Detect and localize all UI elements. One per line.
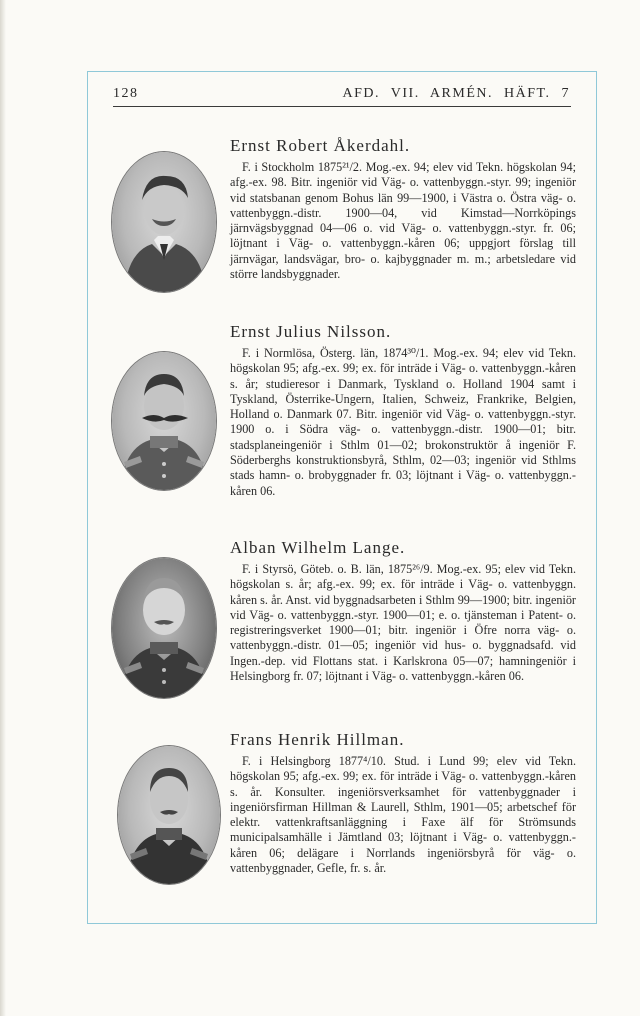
page-number: 128 bbox=[113, 86, 139, 101]
entry-name: Ernst Robert Åkerdahl. bbox=[230, 136, 411, 155]
entry-name: Alban Wilhelm Lange. bbox=[230, 538, 406, 557]
entry-biography: F. i Helsingborg 1877⁴/10. Stud. i Lund 99; elev vid Tekn. högskolan 95; afg.-ex. 99; ex. för inträde i Väg- o. vattenbyggn.-kåren s. år. Konsulter. ingeniörsverksamhet för vattenbyggnader i ingeniörsfirman Hillman & Laurell, Sthlm, 1901—05; arbetschef för elektr. vattenkraftsanläggning i Faxe älf för Strömsunds municipalsamhälle i Jämtland 03; löjtnant i Väg- o. vattenbyggn.-kåren 06; delägare i Norrlands ingeniörsbyrå för väg- o. vattenbyggnader, Gefle, fr. s. år. bbox=[230, 754, 576, 876]
entry-name: Ernst Julius Nilsson. bbox=[230, 322, 392, 341]
portrait-photo bbox=[112, 152, 216, 292]
portrait-photo bbox=[118, 746, 220, 884]
header-rule bbox=[113, 106, 571, 107]
running-title: AFD. VII. ARMÉN. HÄFT. 7 bbox=[342, 86, 570, 101]
page-edge bbox=[0, 0, 6, 1016]
entry-biography: F. i Stockholm 1875²¹/2. Mog.-ex. 94; elev vid Tekn. högskolan 94; afg.-ex. 98. Bitr. ingeniör vid Väg- o. vattenbyggn.-styr. 99; ingeniör vid statsbanan genom Bohus län 99—1900, i Västra o. Östra väg- o. vattenbyggn.-distr. 1900—04, vid Kimstad—Norrköpings järnvägsbyggnad 04—06 o. vid Väg- o. vattenbyggn.-styr. fr. 06; löjtnant i Väg- o. vattenbyggn.-kåren 06; uppgjort förslag till järnvägar, landsvägar, bro- o. kajbyggnader m. m.; arbetsledare vid större landsbyggnader. bbox=[230, 160, 576, 282]
portrait-photo bbox=[112, 352, 216, 490]
entry-biography: F. i Normlösa, Österg. län, 1874³⁰/1. Mog.-ex. 94; elev vid Tekn. högskolan 95; afg.-ex. 99; ex. för inträde i Väg- o. vattenbyggn.-kåren s. år; studieresor i Danmark, Tyskland o. Holland 1904 samt i Tyskland, Österrike-Ungern, Italien, Schweiz, Frankrike, Belgien, Holland o. Danmark 07. Bitr. ingeniör vid Väg- o. vattenbyggn.-styr. 1900 o. i Södra väg- o. vattenbyggn.-distr. 1900—01; bitr. stadsplaneingeniör i Sthlm 01—02; brokonstruktör å ingeniör F. Söderberghs konstruktionsbyrå, Sthlm, 02—03; ingeniör vid Sthlms stads hamn- o. brobyggnader fr. 03; löjtnant i Väg- o. vattenbyggn.-kåren 06. bbox=[230, 346, 576, 498]
entry-name: Frans Henrik Hillman. bbox=[230, 730, 405, 749]
running-header bbox=[113, 86, 573, 106]
entry-biography: F. i Styrsö, Göteb. o. B. län, 1875²⁶/9. Mog.-ex. 95; elev vid Tekn. högskolan s. år; afg.-ex. 99; ex. för inträde i Väg- o. vattenbyggn. kåren s. år. Anst. vid byggnadsarbeten i Sthlm 99—1900; bitr. ingeniör vid Väg- o. vattenbyggn.-styr. 1900—01; e. o. tjänsteman i Patent- o. registreringsverket 1900—01; bitr. ingeniör i Öfre norra väg- o. vattenbyggn.-distr. 01—05; ingeniör vid hus- o. byggnadsafd. vid Ingen.-dep. vid Flottans stat. i Karlskrona 05—07; hamningeniör i Helsingborg fr. 07; löjtnant i Väg- o. vattenbyggn.-kåren 06. bbox=[230, 562, 576, 684]
portrait-photo bbox=[112, 558, 216, 698]
